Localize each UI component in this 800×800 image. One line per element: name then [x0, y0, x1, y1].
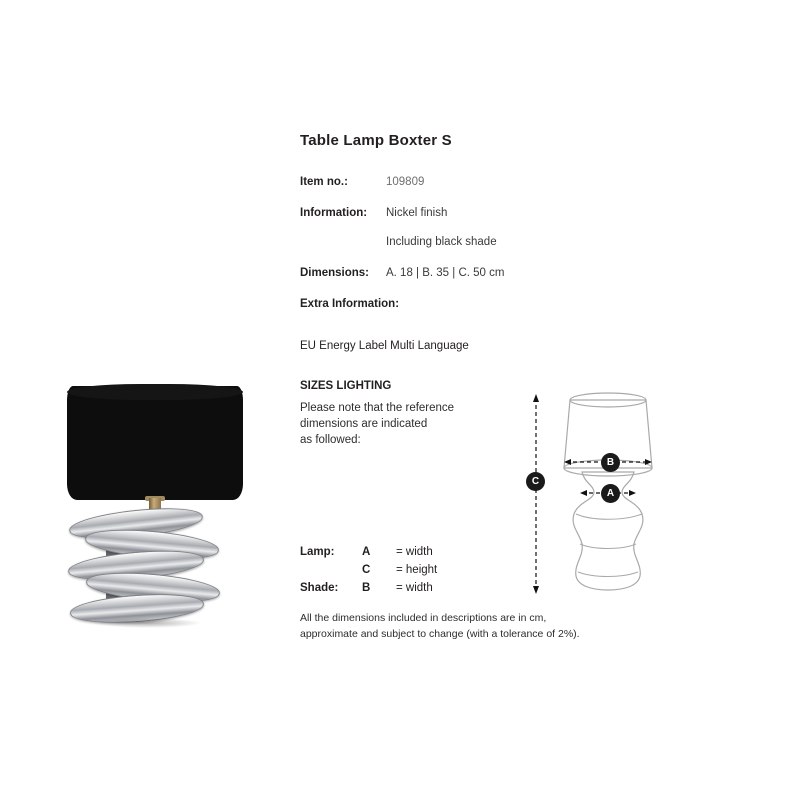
- sizes-note-line1: Please note that the reference: [300, 402, 455, 414]
- field-label: Extra Information:: [300, 298, 400, 310]
- legend-desc: = height: [396, 564, 438, 576]
- field-label: Information:: [300, 207, 368, 219]
- footnote-line2: approximate and subject to change (with a tolerance of 2%).: [300, 628, 580, 640]
- info-row-information: [300, 206, 770, 250]
- lamp-shadow: [92, 618, 202, 628]
- diagram-svg: [512, 388, 672, 608]
- sizes-note-line3: as followed:: [300, 434, 361, 446]
- legend-row: [300, 562, 437, 580]
- diagram-badge-a: A: [601, 484, 620, 503]
- sizes-note-line2: dimensions are indicated: [300, 418, 428, 430]
- field-value: A. 18 | B. 35 | C. 50 cm: [386, 267, 505, 279]
- diagram-measure-c-arrow-top: [533, 394, 539, 402]
- info-row-dimensions: [300, 266, 770, 281]
- legend-desc: = width: [396, 546, 433, 558]
- field-value-secondary: Including black shade: [386, 236, 497, 248]
- footnote-line1: All the dimensions included in descriptions are in cm,: [300, 612, 547, 624]
- legend-group: Shade:: [300, 582, 339, 594]
- diagram-badge-c: C: [526, 472, 545, 491]
- legend-key: A: [362, 546, 371, 558]
- field-value: 109809: [386, 176, 425, 188]
- legend-row: [300, 544, 437, 562]
- diagram-badge-b: B: [601, 453, 620, 472]
- legend-group: [300, 562, 362, 580]
- info-row-extra-information: [300, 297, 770, 312]
- field-label: Item no.:: [300, 176, 348, 188]
- legend-row: [300, 580, 437, 598]
- lamp-shade-top: [67, 384, 243, 400]
- legend-key: B: [362, 582, 371, 594]
- diagram-measure-c-arrow-bottom: [533, 586, 539, 594]
- field-label: Dimensions:: [300, 267, 370, 279]
- legend-key: C: [362, 564, 371, 576]
- page-title: Table Lamp Boxter S: [300, 132, 452, 149]
- product-image: [48, 386, 262, 632]
- footnote: [300, 610, 700, 642]
- diagram-body-line-1: [576, 514, 642, 519]
- diagram-body-line-2: [580, 544, 636, 549]
- diagram-body-line-3: [578, 572, 638, 577]
- legend-group: Lamp:: [300, 546, 335, 558]
- dimension-diagram: [512, 388, 672, 608]
- legend-desc: = width: [396, 582, 433, 594]
- sizes-heading: SIZES LIGHTING: [300, 380, 392, 392]
- field-value: Nickel finish: [386, 207, 448, 219]
- diagram-measure-a-arrow-left: [580, 490, 587, 496]
- diagram-measure-a-arrow-right: [629, 490, 636, 496]
- info-row-item-no: [300, 175, 770, 190]
- lamp-shade: [67, 386, 243, 500]
- energy-label-link[interactable]: EU Energy Label Multi Language: [300, 340, 469, 352]
- dimension-legend: [300, 544, 437, 598]
